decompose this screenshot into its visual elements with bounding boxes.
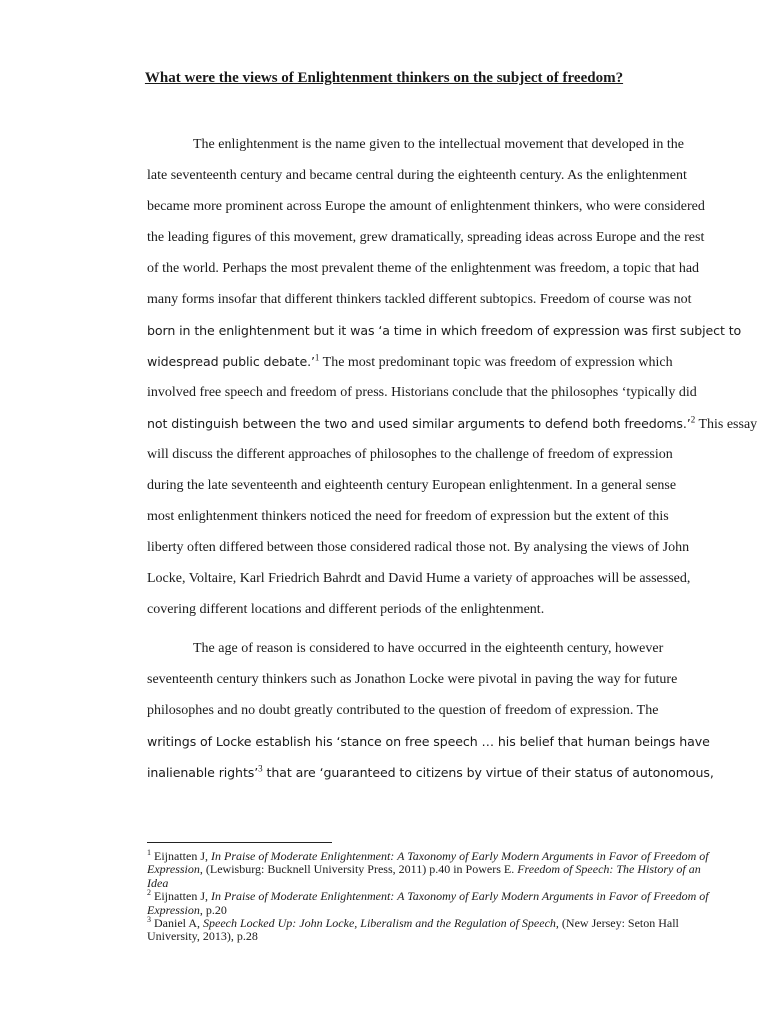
citation-text: (New Jersey: Seton Hall University, 2013), p.28: [147, 916, 679, 944]
footnote-number: 3: [147, 915, 151, 925]
body-line: [193, 137, 684, 153]
body-line: [147, 734, 710, 751]
body-text-segment: late seventeenth century and became central during the eighteenth century. As the enlightenment: [147, 168, 687, 183]
body-line: [147, 672, 677, 688]
citation-text: Eijnatten J,: [151, 889, 211, 904]
citation-title: In Praise of Moderate Enlightenment: A Taxonomy of Early Modern Arguments in Favor of Freedom of Expression: [147, 849, 709, 877]
body-text-segment: covering different locations and different periods of the enlightenment.: [147, 602, 545, 617]
body-text-segment: Locke, Voltaire, Karl Friedrich Bahrdt and David Hume a variety of approaches will be assessed,: [147, 571, 691, 586]
citation-text: Eijnatten J,: [151, 849, 211, 863]
body-text-segment: will discuss the different approaches of philosophes to the challenge of freedom of expression: [147, 447, 673, 462]
citation-title: Freedom of Speech: The History of an Idea: [147, 862, 701, 890]
body-line: [147, 168, 687, 184]
footnote: [147, 890, 722, 917]
body-line: [147, 416, 757, 433]
body-line: [147, 292, 692, 308]
body-line: [147, 765, 714, 782]
body-text-segment: not distinguish between the two and used similar arguments to defend both freedoms.’: [147, 416, 691, 431]
citation-text: , p.20: [199, 902, 227, 917]
body-line: [147, 385, 697, 401]
body-line: [147, 703, 658, 719]
body-line: [147, 478, 676, 494]
citation-text: Daniel A,: [151, 916, 203, 931]
citation-title: In Praise of Moderate Enlightenment: A Taxonomy of Early Modern Arguments in Favor of Freedom of Expression: [147, 889, 709, 917]
body-line: [147, 354, 673, 371]
body-line: [147, 540, 689, 556]
body-text-segment: many forms insofar that different thinkers tackled different subtopics. Freedom of course was not: [147, 292, 692, 307]
body-text-segment: most enlightenment thinkers noticed the need for freedom of expression but the extent of this: [147, 509, 669, 524]
footnote-ref[interactable]: 2: [690, 414, 696, 425]
body-line: [193, 641, 663, 657]
body-text-segment: involved free speech and freedom of press. Historians conclude that the philosophes ‘typically did: [147, 385, 697, 400]
footnote-ref[interactable]: 3: [258, 763, 263, 774]
body-text-segment: The most predominant topic was freedom of expression which: [319, 355, 673, 370]
body-text-segment: The age of reason is considered to have occurred in the eighteenth century, however: [193, 641, 664, 656]
body-text-segment: philosophes and no doubt greatly contributed to the question of freedom of expression. The: [147, 703, 659, 718]
body-line: [147, 199, 705, 215]
body-line: [147, 230, 704, 246]
body-text-segment: The enlightenment is the name given to the intellectual movement that developed in the: [193, 137, 685, 152]
citation-title: Speech Locked Up: John Locke, Liberalism and the Regulation of Speech,: [203, 916, 559, 931]
body-line: [147, 509, 669, 525]
body-line: [147, 323, 741, 340]
body-text-segment: seventeenth century thinkers such as Jonathon Locke were pivotal in paving the way for future: [147, 672, 678, 687]
body-line: [147, 447, 673, 463]
body-line: [147, 571, 690, 587]
footnotes: [147, 850, 722, 944]
citation-text: , (Lewisburg: Bucknell University Press, 2011) p.40 in Powers E.: [199, 862, 518, 877]
body-text-segment: widespread public debate.’: [147, 354, 315, 369]
body-text-segment: that are ‘guaranteed to citizens by virtue of their status of autonomous,: [262, 765, 714, 780]
footnote: [147, 917, 722, 944]
body-text-segment: born in the enlightenment but it was ‘a time in which freedom of expression was first subject to: [147, 323, 742, 338]
footnote-ref[interactable]: 1: [314, 352, 320, 363]
body-text-segment: the leading figures of this movement, grew dramatically, spreading ideas across Europe and the rest: [147, 230, 705, 245]
body-text-segment: liberty often differed between those considered radical those not. By analysing the views of John: [147, 540, 690, 555]
essay-title: What were the views of Enlightenment thinkers on the subject of freedom?: [144, 70, 624, 86]
body-text-segment: became more prominent across Europe the amount of enlightenment thinkers, who were considered: [147, 199, 705, 214]
body-line: [147, 602, 544, 618]
footnote-separator: [147, 842, 332, 843]
footnote-number: 1: [147, 848, 151, 857]
footnote: [147, 850, 722, 890]
body-text-segment: This essay: [695, 417, 758, 432]
body-text-segment: inalienable rights’: [147, 765, 259, 780]
body-text-segment: of the world. Perhaps the most prevalent theme of the enlightenment was freedom, a topic that had: [147, 261, 700, 276]
footnote-number: 2: [147, 888, 151, 898]
body-line: [147, 261, 699, 277]
body-text-segment: during the late seventeenth and eighteenth century European enlightenment. In a general sense: [147, 478, 677, 493]
body-text-segment: writings of Locke establish his ‘stance on free speech … his belief that human beings have: [147, 734, 710, 749]
